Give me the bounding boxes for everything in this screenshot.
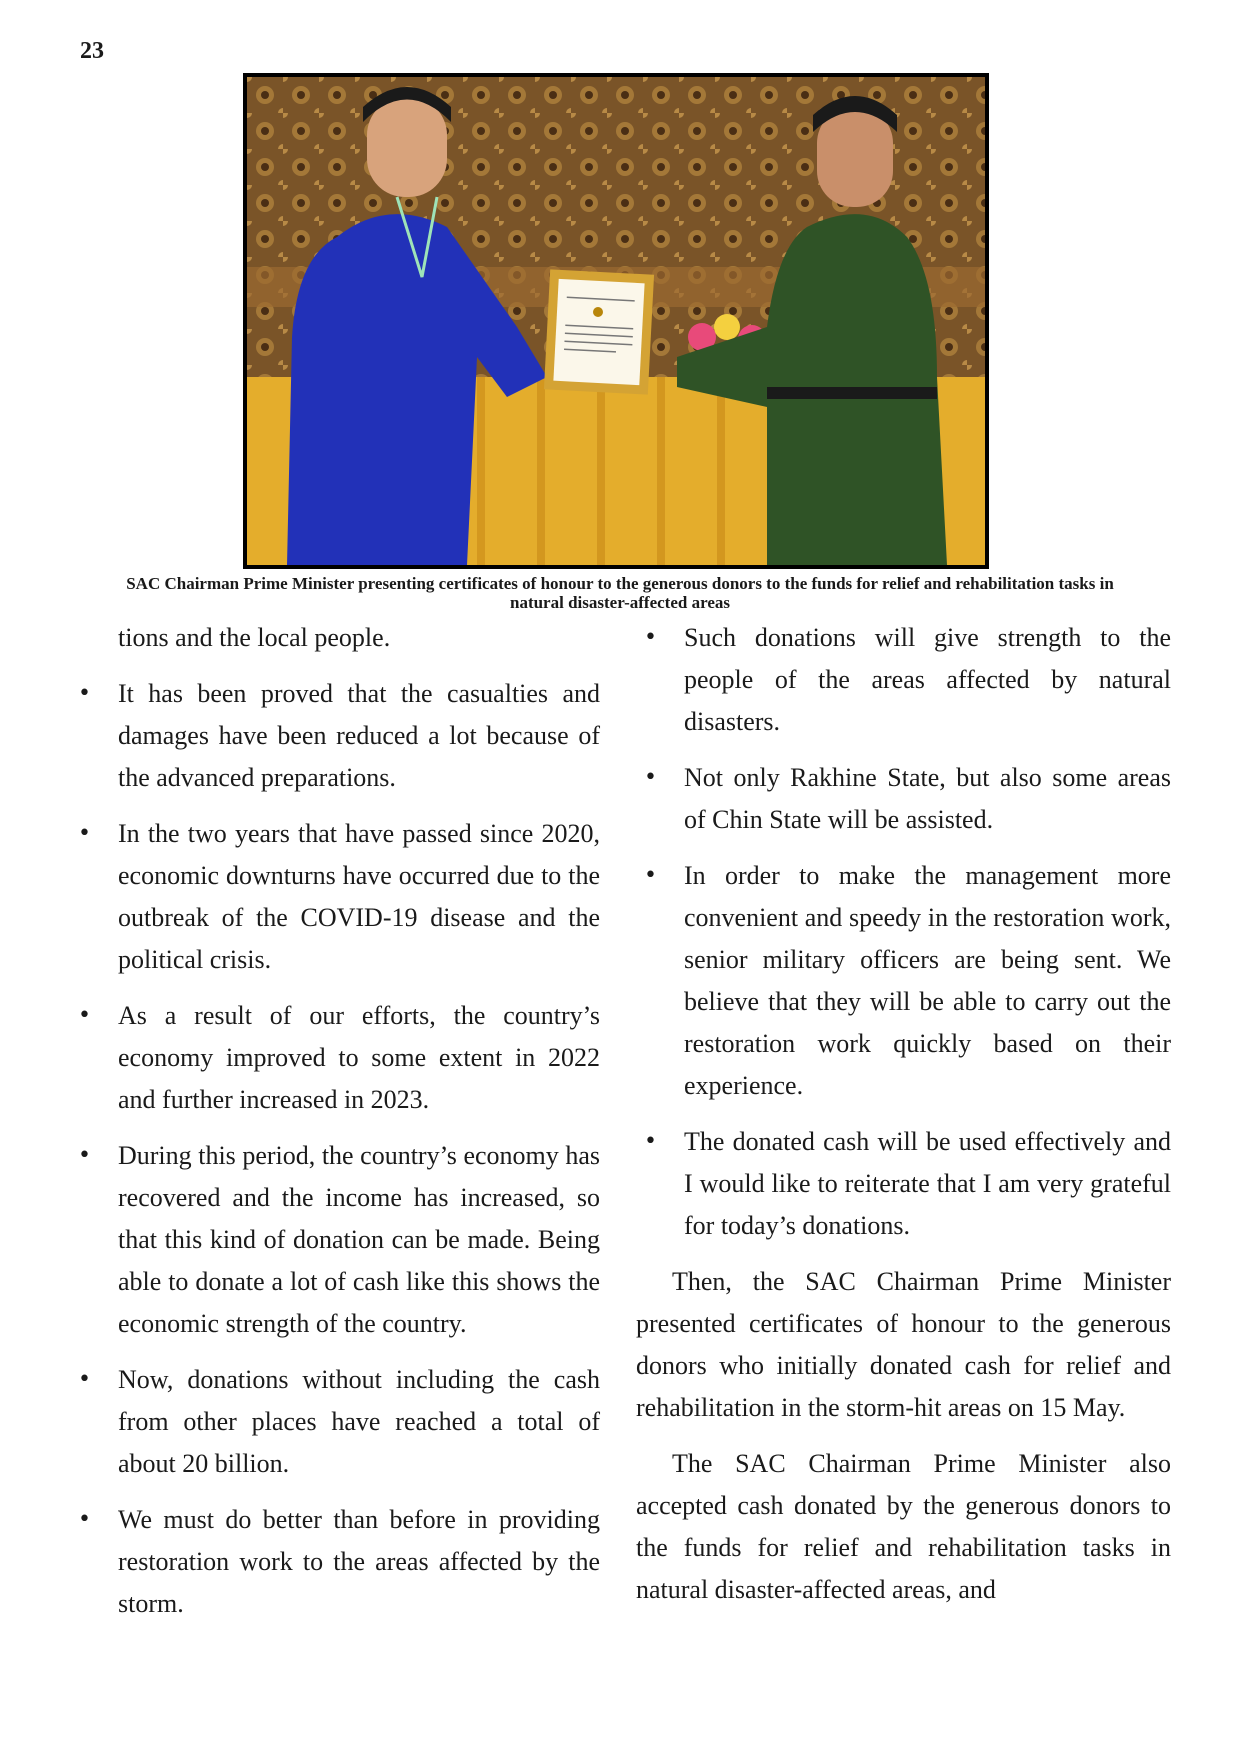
ceremony-photo xyxy=(243,73,989,569)
left-column xyxy=(70,617,600,1639)
continued-text: tions and the local people. xyxy=(118,623,391,652)
body-paragraph: The SAC Chairman Prime Minister also accepted cash donated by the generous donors to the funds for relief and rehabilitation tasks in natural disaster-affected areas, and xyxy=(636,1449,1171,1604)
bullet-item: • Now, donations without including the cash from other places have reached a total of about 20 billion. xyxy=(70,1359,600,1485)
body-paragraph: Then, the SAC Chairman Prime Minister presented certificates of honour to the generous donors who initially donated cash for relief and rehabilitation in the storm-hit areas on 15 May. xyxy=(636,1267,1171,1422)
ceremony-illustration xyxy=(247,77,985,565)
bullet-item: • Such donations will give strength to the people of the areas affected by natural disasters. xyxy=(636,617,1171,743)
photo-caption: SAC Chairman Prime Minister presenting certificates of honour to the generous donors to the funds for relief and rehabilitation tasks in natural disaster-affected areas xyxy=(126,574,1114,612)
bullet-item: • Not only Rakhine State, but also some areas of Chin State will be assisted. xyxy=(636,757,1171,841)
bullet-item: • As a result of our efforts, the country’s economy improved to some extent in 2022 and further increased in 2023. xyxy=(70,995,600,1121)
bullet-item: • During this period, the country’s economy has recovered and the income has increased, so that this kind of donation can be made. Being able to donate a lot of cash like this shows the economic strength of the country. xyxy=(70,1135,600,1345)
bullet-item: • It has been proved that the casualties and damages have been reduced a lot because of the advanced preparations. xyxy=(70,673,600,799)
right-bullet-list xyxy=(636,617,1171,1247)
bullet-item: • In the two years that have passed since 2020, economic downturns have occurred due to the outbreak of the COVID-19 disease and the political crisis. xyxy=(70,813,600,981)
bullet-item: • The donated cash will be used effectively and I would like to reiterate that I am very grateful for today’s donations. xyxy=(636,1121,1171,1247)
page-number: 23 xyxy=(80,38,104,64)
bullet-item: • We must do better than before in providing restoration work to the areas affected by the storm. xyxy=(70,1499,600,1625)
left-bullet-list xyxy=(70,673,600,1625)
bullet-item: • In order to make the management more convenient and speedy in the restoration work, senior military officers are being sent. We believe that they will be able to carry out the restoration work quickly based on their experience. xyxy=(636,855,1171,1107)
right-column xyxy=(636,617,1171,1625)
